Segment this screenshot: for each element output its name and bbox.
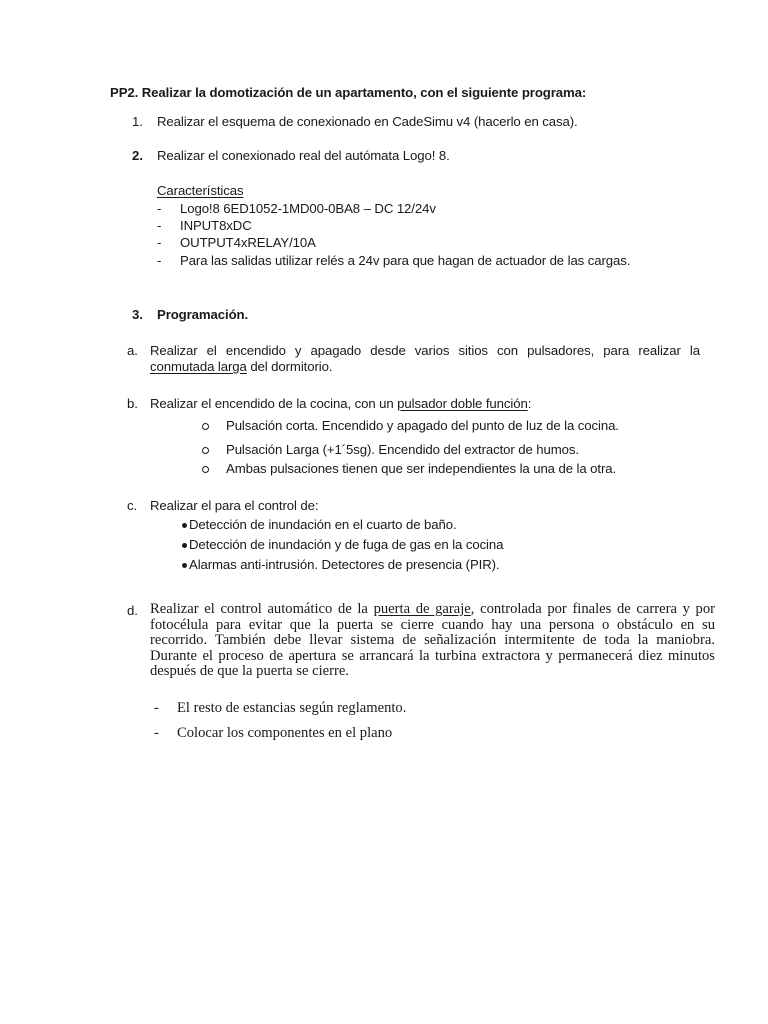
step-2-text: Realizar el conexionado real del autómata Logo! 8. — [157, 148, 450, 163]
circle-bullet-icon — [202, 447, 209, 454]
item-d-underlined: puerta de garaje — [373, 601, 471, 617]
bullet-dot-icon — [182, 523, 187, 528]
feature-item: Para las salidas utilizar relés a 24v para que hagan de actuador de las cargas. — [180, 253, 631, 268]
circle-bullet-icon — [202, 423, 209, 430]
bullet-dot-icon — [182, 563, 187, 568]
step-3-number: 3. — [132, 307, 143, 322]
item-b-underlined: pulsador doble función — [397, 396, 528, 411]
step-3-text: Programación. — [157, 307, 249, 322]
feature-dash: - — [157, 253, 162, 268]
item-c-text: Realizar el para el control de: — [150, 498, 319, 513]
item-b-letter: b. — [127, 396, 138, 411]
item-b-bullet: Ambas pulsaciones tienen que ser independientes la una de la otra. — [226, 461, 617, 476]
document-title: PP2. Realizar la domotización de un apartamento, con el siguiente programa: — [110, 85, 587, 100]
item-a-line1: Realizar el encendido y apagado desde varios sitios con pulsadores, para realizar la — [150, 343, 700, 358]
feature-item: INPUT8xDC — [180, 218, 252, 233]
item-d-pre: Realizar el control automático de la — [150, 601, 374, 617]
step-2-number: 2. — [132, 148, 143, 163]
feature-item: Logo!8 6ED1052-1MD00-0BA8 – DC 12/24v — [180, 201, 436, 216]
feature-dash: - — [157, 218, 162, 233]
note-dash: - — [154, 700, 159, 716]
item-c-letter: c. — [127, 498, 138, 513]
feature-item: OUTPUT4xRELAY/10A — [180, 235, 316, 250]
item-d-letter: d. — [127, 603, 138, 618]
item-d-text — [150, 602, 715, 680]
item-b-post: : — [527, 396, 532, 411]
item-a-underlined: conmutada larga — [150, 359, 247, 374]
item-c-bullet: Detección de inundación en el cuarto de baño. — [189, 517, 457, 532]
note-item: Colocar los componentes en el plano — [177, 725, 393, 741]
item-d-post: , controlada por finales de carrera y por fotocélula para evitar que la puerta se cierre cuando hay una persona o obstáculo en su recorrido. También debe llevar sistema de señalización intermitente de toda la maniobra. Durante el proceso de apertura se arrancará la turbina extractora y permanecerá diez minutos después de que la puerta se cierre. — [150, 601, 715, 680]
item-b-pre: Realizar el encendido de la cocina, con un — [150, 396, 398, 411]
features-heading: Características — [157, 183, 244, 198]
circle-bullet-icon — [202, 466, 209, 473]
item-a-rest: del dormitorio. — [246, 359, 333, 374]
item-b-bullet: Pulsación Larga (+1´5sg). Encendido del extractor de humos. — [226, 442, 579, 457]
item-a-letter: a. — [127, 343, 138, 358]
item-b-text — [150, 396, 531, 411]
item-a-line2 — [150, 359, 332, 374]
feature-dash: - — [157, 201, 162, 216]
item-b-bullet: Pulsación corta. Encendido y apagado del punto de luz de la cocina. — [226, 418, 619, 433]
item-c-bullet: Detección de inundación y de fuga de gas en la cocina — [189, 537, 504, 552]
feature-dash: - — [157, 235, 162, 250]
note-item: El resto de estancias según reglamento. — [177, 700, 407, 716]
bullet-dot-icon — [182, 543, 187, 548]
step-1-number: 1. — [132, 114, 143, 129]
note-dash: - — [154, 725, 159, 741]
step-1-text: Realizar el esquema de conexionado en CadeSimu v4 (hacerlo en casa). — [157, 114, 578, 129]
item-c-bullet: Alarmas anti-intrusión. Detectores de presencia (PIR). — [189, 557, 500, 572]
